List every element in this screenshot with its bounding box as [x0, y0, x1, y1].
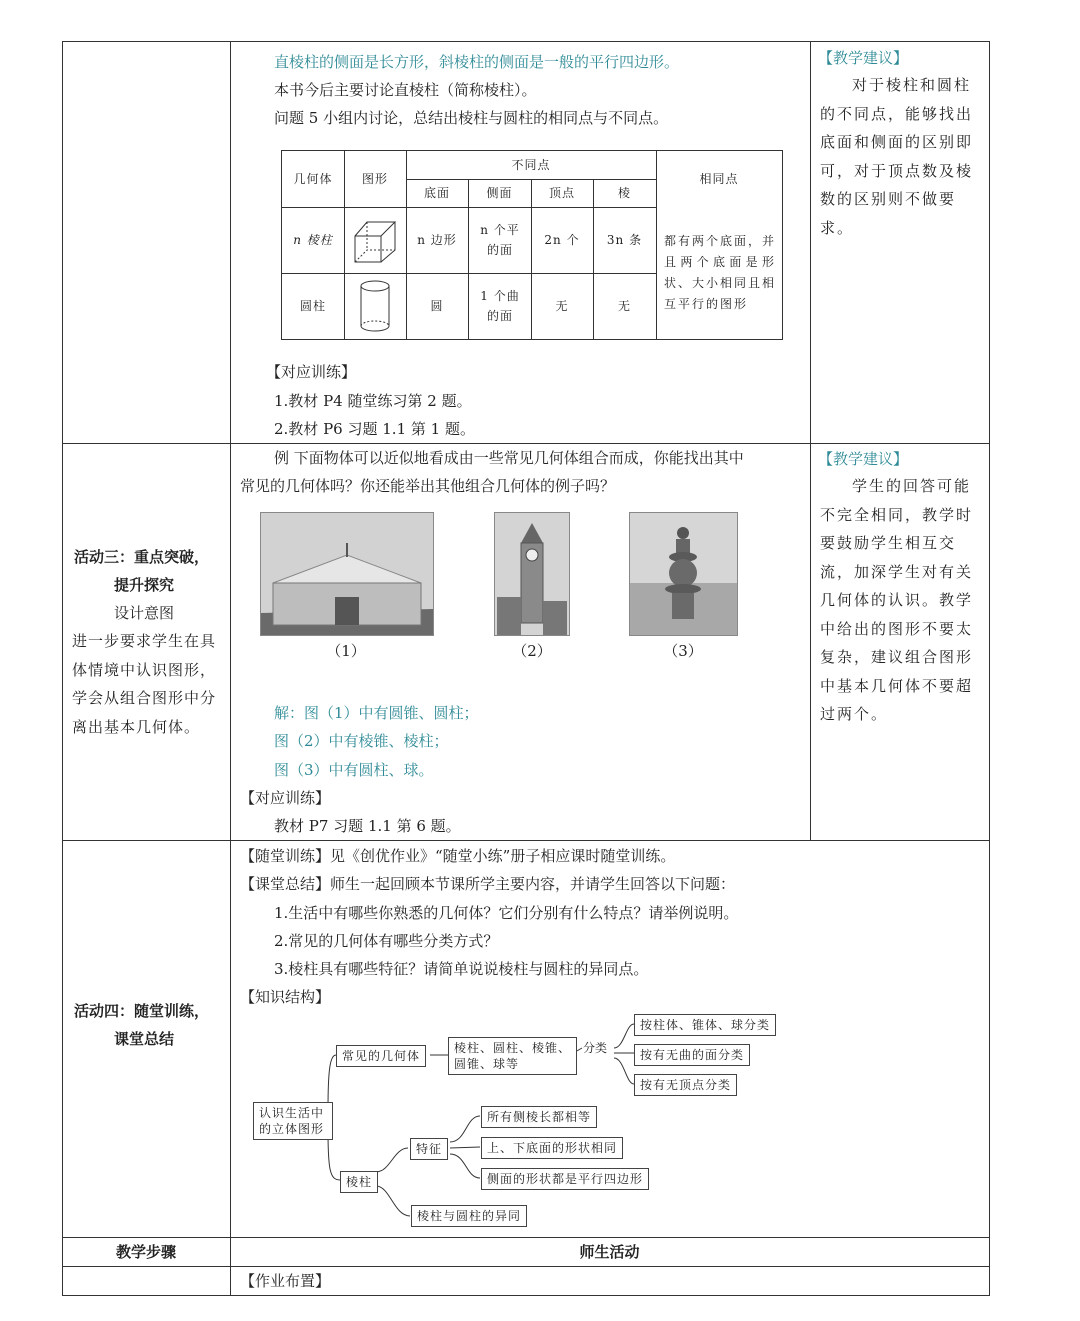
suggestion-title: 【教学建议】	[818, 450, 909, 468]
practice-line: 【随堂训练】见《创优作业》“随堂小练”册子相应课时随堂训练。	[240, 847, 676, 865]
mind-map-feature-2: 上、下底面的形状相同	[481, 1137, 623, 1159]
training-title: 【对应训练】	[240, 789, 331, 807]
example-line: 例 下面物体可以近似地看成由一些常见几何体组合而成，你能找出其中	[274, 449, 744, 467]
photo-caption: （3）	[663, 642, 703, 660]
cell-prism-vertex: 2n 个	[544, 233, 580, 247]
table-row-divider	[62, 1237, 990, 1238]
mind-map-common-shapes: 常见的几何体	[336, 1045, 426, 1067]
mind-map-shape-list: 棱柱、圆柱、棱锥、圆锥、球等	[448, 1037, 577, 1075]
header-shape: 几何体	[293, 172, 333, 186]
cell-cylinder-vertex: 无	[555, 299, 569, 313]
mind-map-feature-3: 侧面的形状都是平行四边形	[481, 1168, 649, 1190]
knowledge-structure-title: 【知识结构】	[240, 988, 331, 1006]
mind-map-prism-cylinder-diff: 棱柱与圆柱的异同	[411, 1205, 527, 1227]
table-row-divider	[62, 1266, 990, 1267]
text-line: 直棱柱的侧面是长方形，斜棱柱的侧面是一般的平行四边形。	[274, 53, 680, 71]
table-row-divider	[62, 840, 990, 841]
training-title: 【对应训练】	[266, 363, 357, 381]
text-line: 本书今后主要讨论直棱柱（简称棱柱）。	[274, 81, 537, 99]
header-figure: 图形	[361, 172, 388, 186]
header-differences: 不同点	[511, 158, 551, 172]
comparison-table	[281, 150, 783, 340]
cylinder-icon	[355, 278, 395, 334]
header-base: 底面	[423, 186, 450, 200]
table-border-right	[989, 41, 990, 1296]
cell-similarities: 都有两个底面，并且两个底面是形状、大小相同且相互平行的图形	[664, 234, 777, 311]
cell-prism-base: n 边形	[417, 233, 457, 247]
solution-line: 图（3）中有圆柱、球。	[274, 761, 434, 779]
table-col-divider	[810, 41, 811, 840]
cell-prism-edge: 3n 条	[606, 233, 643, 247]
training-item: 教材 P7 习题 1.1 第 6 题。	[274, 817, 461, 835]
cell-prism-side: n 个平的面	[480, 223, 520, 257]
header-similarities: 相同点	[699, 172, 739, 186]
example-line: 常见的几何体吗？你还能举出其他组合几何体的例子吗？	[240, 477, 616, 495]
stone-pagoda-photo	[629, 512, 738, 636]
solution-line: 图（2）中有棱锥、棱柱；	[274, 732, 449, 750]
mind-map-classify-label: 分类	[583, 1041, 608, 1055]
cell-cylinder-edge: 无	[617, 299, 631, 313]
table-border-left	[62, 41, 63, 1296]
mind-map-prism: 棱柱	[340, 1171, 378, 1193]
mind-map-root: 认识生活中的立体图形	[253, 1102, 333, 1140]
mind-map-classify-1: 按柱体、锥体、球分类	[634, 1014, 776, 1036]
cell-prism-name: n 棱柱	[293, 233, 333, 247]
suggestion-text: 学生的回答可能不完全相同，教学时要鼓励学生相互交流，加深学生对有关几何体的认识。教学中给出的图形不要太复杂，建议组合图形中基本几何体不要超过两个。	[820, 477, 974, 723]
mind-map-feature-1: 所有侧棱长都相等	[481, 1106, 597, 1128]
table-border-top	[62, 41, 990, 42]
mind-map-classify-3: 按有无顶点分类	[634, 1074, 737, 1096]
mind-map-feature: 特征	[410, 1138, 448, 1160]
activity-four-subtitle: 课堂总结	[114, 1030, 175, 1048]
suggestion-title: 【教学建议】	[818, 49, 909, 67]
activity-three-title: 活动三：重点突破，	[74, 548, 210, 566]
training-item: 2.教材 P6 习题 1.1 第 1 题。	[274, 420, 475, 438]
table-border-bottom	[62, 1295, 990, 1296]
table-row-divider	[62, 443, 990, 444]
yurt-photo	[260, 512, 434, 636]
cell-cylinder-side: 1 个曲的面	[480, 289, 520, 323]
prism-icon	[349, 214, 401, 266]
teaching-steps-header: 教学步骤	[115, 1243, 176, 1261]
summary-question: 3.棱柱具有哪些特征？请简单说说棱柱与圆柱的异同点。	[274, 960, 649, 978]
activity-three-subtitle: 提升探究	[114, 576, 175, 594]
text-line: 问题 5 小组内讨论，总结出棱柱与圆柱的相同点与不同点。	[274, 109, 669, 127]
design-intent-text: 进一步要求学生在具体情境中认识图形，学会从组合图形中分离出基本几何体。	[72, 632, 217, 736]
training-item: 1.教材 P4 随堂练习第 2 题。	[274, 392, 472, 410]
header-side: 侧面	[486, 186, 513, 200]
header-vertex: 顶点	[548, 186, 575, 200]
photo-caption: （2）	[512, 642, 552, 660]
summary-line: 【课堂总结】师生一起回顾本节课所学主要内容，并请学生回答以下问题：	[240, 875, 736, 893]
header-edge: 棱	[617, 186, 631, 200]
cell-cylinder-base: 圆	[430, 299, 444, 313]
cell-cylinder-name: 圆柱	[299, 299, 326, 313]
clock-tower-photo	[494, 512, 570, 636]
summary-question: 1.生活中有哪些你熟悉的几何体？它们分别有什么特点？请举例说明。	[274, 904, 739, 922]
mind-map-classify-2: 按有无曲的面分类	[634, 1044, 750, 1066]
solution-line: 解：图（1）中有圆锥、圆柱；	[274, 704, 479, 722]
activity-four-title: 活动四：随堂训练，	[74, 1002, 210, 1020]
suggestion-text: 对于棱柱和圆柱的不同点，能够找出底面和侧面的区别即可，对于顶点数及棱数的区别则不做要求。	[820, 76, 974, 237]
teacher-student-activity-header: 师生活动	[579, 1243, 640, 1261]
design-intent-label: 设计意图	[114, 604, 175, 622]
prism-figure	[344, 207, 406, 273]
homework-title: 【作业布置】	[240, 1272, 331, 1290]
summary-question: 2.常见的几何体有哪些分类方式？	[274, 932, 499, 950]
photo-caption: （1）	[326, 642, 366, 660]
cylinder-figure	[344, 273, 406, 339]
